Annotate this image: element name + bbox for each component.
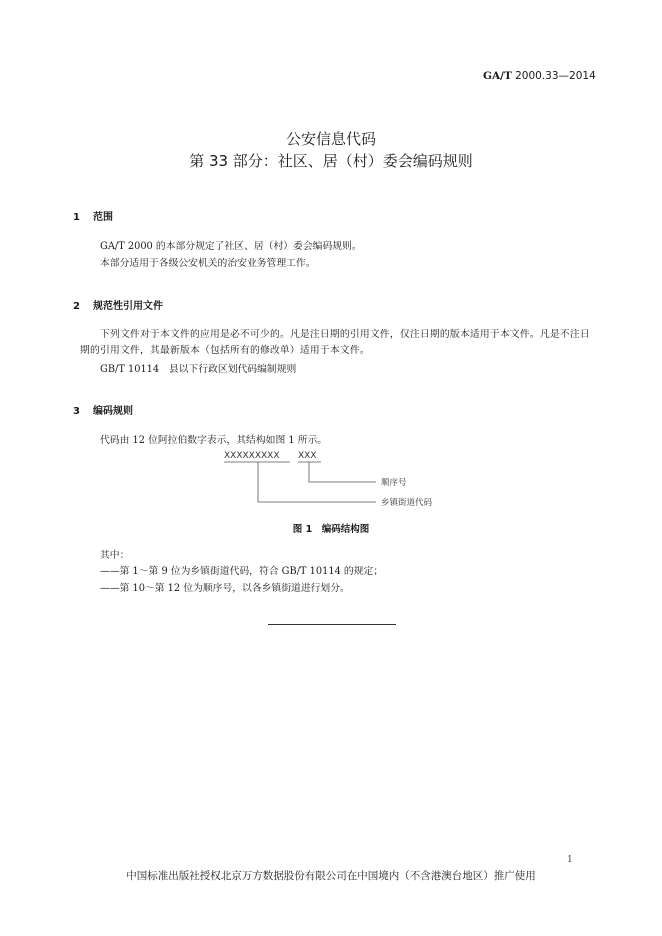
section-number: 1 <box>73 212 80 223</box>
coding-rules-paragraph: 代码由 12 位阿拉伯数字表示，其结构如图 1 所示。 <box>100 435 328 446</box>
section-number: 3 <box>73 406 80 417</box>
scope-paragraph-2: 本部分适用于各级公安机关的治安业务管理工作。 <box>100 258 316 269</box>
note-item-1: ——第 1～第 9 位为乡镇街道代码，符合 GB/T 10114 的规定； <box>100 566 384 577</box>
note-item-2: ——第 10～第 12 位为顺序号，以各乡镇街道进行划分。 <box>100 583 350 594</box>
standard-prefix: GA/T <box>483 70 512 82</box>
standard-number: 2000.33—2014 <box>515 70 596 82</box>
label-sequence-number: 顺序号 <box>381 478 407 488</box>
page-number: 1 <box>567 855 573 865</box>
end-of-document-line <box>268 624 396 625</box>
license-footer: 中国标准出版社授权北京万方数据股份有限公司在中国境内（不含港澳台地区）推广使用 <box>126 870 536 882</box>
notes-intro: 其中： <box>100 550 130 561</box>
section-title: 范围 <box>93 212 113 223</box>
section-title: 编码规则 <box>93 406 133 417</box>
section-title: 规范性引用文件 <box>93 301 163 312</box>
section-number: 2 <box>73 301 80 312</box>
references-paragraph: 下列文件对于本文件的应用是必不可少的。凡是注日期的引用文件，仅注日期的版本适用于本文件。凡是不注日期的引用文件，其最新版本（包括所有的修改单）适用于本文件。 <box>80 329 590 356</box>
document-title: 公安信息代码 <box>285 130 376 148</box>
document-subtitle: 第 33 部分：社区、居（村）委会编码规则 <box>189 152 473 170</box>
code-part-sequence: XXX <box>298 451 317 461</box>
reference-item: GB/T 10114 县以下行政区划代码编制规则 <box>100 364 297 375</box>
code-part-town: XXXXXXXXX <box>224 451 280 461</box>
scope-paragraph-1: GA/T 2000 的本部分规定了社区、居（村）委会编码规则。 <box>100 241 362 252</box>
label-town-street-code: 乡镇街道代码 <box>381 498 433 508</box>
figure-caption: 图 1 编码结构图 <box>292 524 370 535</box>
bracket-sequence <box>309 462 376 482</box>
